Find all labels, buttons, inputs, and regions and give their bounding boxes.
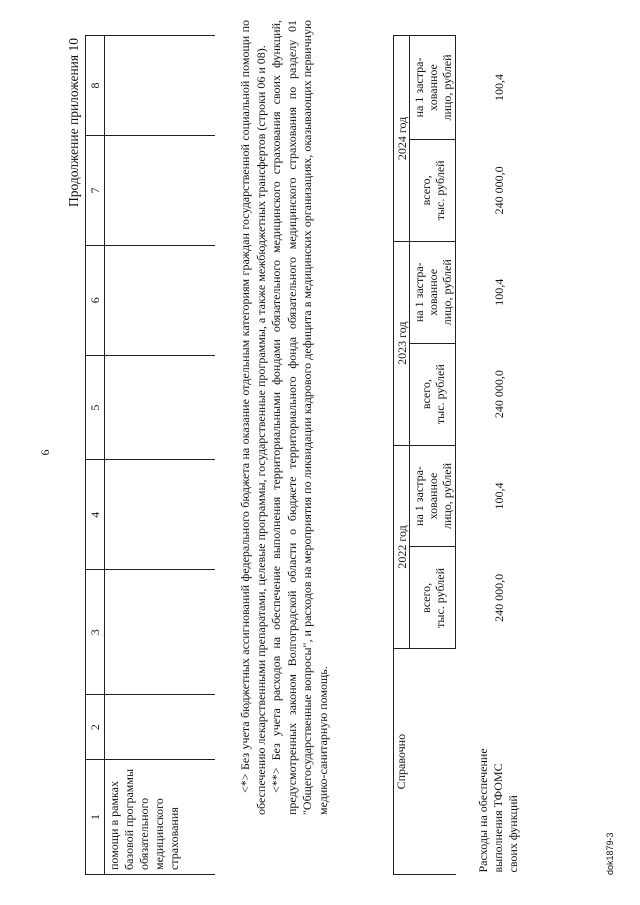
reference-label xyxy=(394,649,456,875)
empty-cell xyxy=(105,36,216,136)
empty-cell xyxy=(105,570,216,695)
continuation-label: Продолжение приложения 10 xyxy=(66,38,81,208)
year-header-row xyxy=(394,36,410,875)
row-description: Расходы на обеспечение выполнения ТФОМС своих функций xyxy=(476,748,521,873)
column-number: 3 xyxy=(86,570,105,695)
total-subheader: всего, тыс. рублей xyxy=(410,139,456,241)
year-header: 2024 год xyxy=(394,36,410,242)
column-number-row xyxy=(86,36,105,875)
column-number: 2 xyxy=(86,695,105,760)
per-insured-subheader: на 1 застра- хованное лицо, рублей xyxy=(410,445,456,547)
value-cell: 100,4 xyxy=(492,278,506,306)
page-number: 6 xyxy=(38,449,52,456)
text-line: базовой программы xyxy=(122,768,136,870)
footnote-1: <*> Без учета бюджетных ассигнований федерального бюджета на оказание отдельным категориям граждан государственной социальной помощи по обеспечению лекарственными препаратами, целевые программы, государственные программы, а также межбюджетных трансфертов (строки 06 и 08). xyxy=(238,20,268,815)
per-insured-subheader: на 1 застра- хованное лицо, рублей xyxy=(410,36,456,140)
column-number: 6 xyxy=(86,245,105,355)
value-cell: 240 000,0 xyxy=(492,166,506,215)
column-number: 1 xyxy=(86,760,105,875)
continued-cell xyxy=(105,760,216,875)
empty-cell xyxy=(105,695,216,760)
empty-cell xyxy=(105,245,216,355)
reference-table xyxy=(393,35,542,875)
column-number-table xyxy=(85,35,215,875)
document-code: dok1879-3 xyxy=(605,832,615,875)
text-line: страхования xyxy=(167,807,181,870)
empty-cell xyxy=(105,460,216,570)
value-cell: 240 000,0 xyxy=(492,370,506,419)
per-insured-subheader: на 1 застра- хованное лицо, рублей xyxy=(410,241,456,343)
value-cell: 100,4 xyxy=(492,482,506,510)
column-number: 8 xyxy=(86,36,105,136)
footnotes xyxy=(238,20,331,815)
footnote-2: <**> Без учета расходов на обеспечение выполнения территориальными фондами обязательного медицинского страхования своих функций, предусмотренных законом Волгоградской области о бюджете территориального фонда обязательного медицинского страхования по разделу 01 "Общегосударственные вопросы", и расходов на мероприятия по ликвидации кадрового дефицита в медицинских организациях, оказывающих первичную медико-санитарную помощь. xyxy=(269,20,330,815)
column-number: 5 xyxy=(86,355,105,460)
year-header: 2023 год xyxy=(394,241,410,445)
table-row xyxy=(456,36,543,875)
year-header: 2022 год xyxy=(394,445,410,649)
value-cell: 240 000,0 xyxy=(492,573,506,622)
continued-row xyxy=(105,36,216,875)
reference-label-text: Справочно xyxy=(394,733,408,790)
column-number: 4 xyxy=(86,460,105,570)
continued-text xyxy=(105,760,182,874)
text-line: медицинского xyxy=(152,798,166,870)
total-subheader: всего, тыс. рублей xyxy=(410,343,456,445)
text-line: обязательного xyxy=(137,797,151,870)
value-cell: 100,4 xyxy=(492,73,506,101)
empty-cell xyxy=(105,135,216,245)
empty-cell xyxy=(105,355,216,460)
total-subheader: всего, тыс. рублей xyxy=(410,547,456,649)
text-line: помощи в рамках xyxy=(107,780,121,870)
column-number: 7 xyxy=(86,135,105,245)
